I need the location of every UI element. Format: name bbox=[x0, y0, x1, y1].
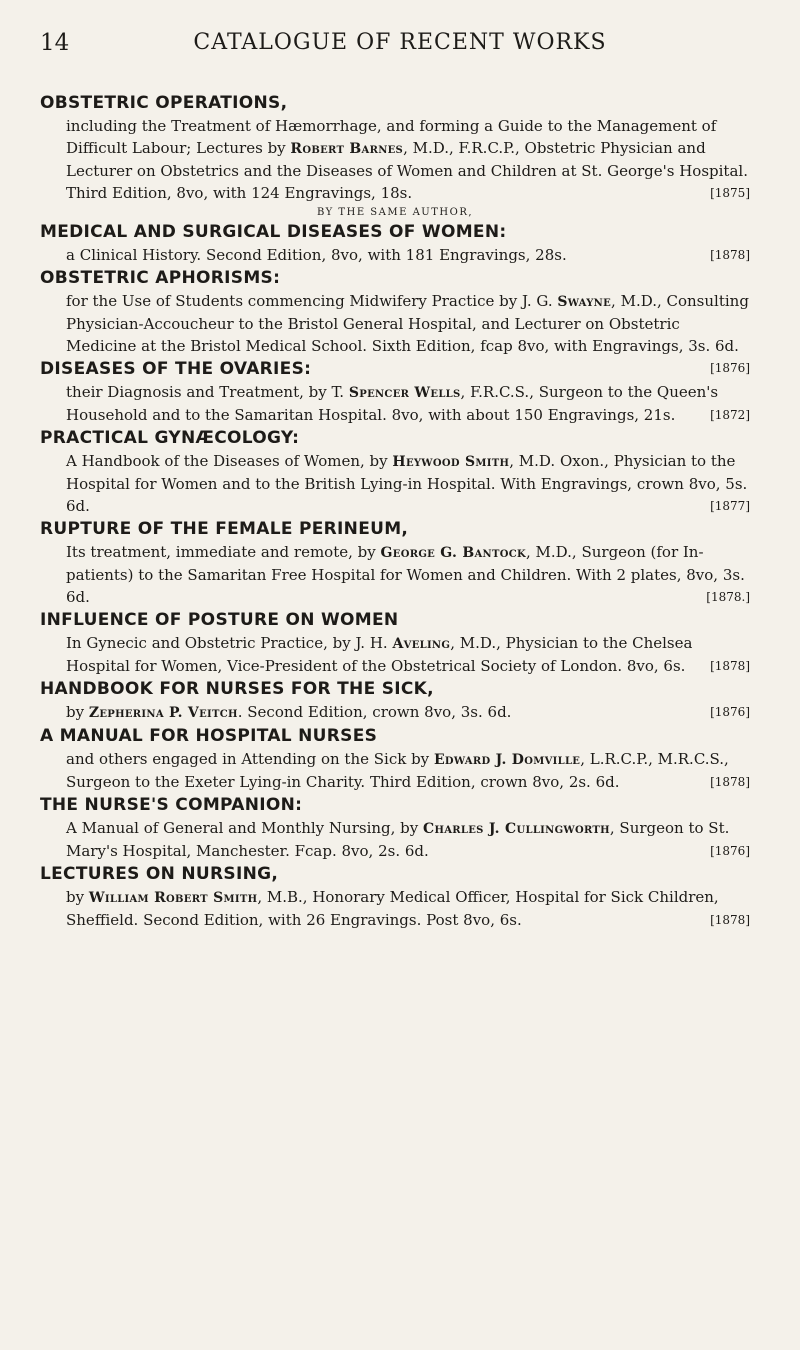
entry-year: [1877] bbox=[710, 499, 750, 513]
entry-author: Edward J. Domville bbox=[433, 752, 581, 768]
entry-year: [1876] bbox=[710, 361, 750, 375]
catalogue-entry bbox=[40, 357, 750, 426]
entry-title: OBSTETRIC APHORISMS: bbox=[40, 268, 281, 288]
entry-author: Aveling bbox=[392, 636, 451, 652]
catalogue-entry bbox=[40, 206, 750, 266]
entry-text: for the Use of Students commencing Midwifery Practice by J. G. bbox=[66, 292, 553, 310]
entry-text: In Gynecic and Obstetric Practice, by J. H. bbox=[66, 634, 388, 652]
entry-title: OBSTETRIC OPERATIONS, bbox=[40, 93, 288, 113]
entry-title: LECTURES ON NURSING, bbox=[40, 864, 279, 884]
entry-year: [1878] bbox=[710, 659, 750, 673]
catalogue-entry bbox=[40, 608, 750, 677]
entry-author: George G. Bantock bbox=[380, 545, 526, 561]
entry-year: [1872] bbox=[710, 408, 750, 422]
entry-text-continued: , L.R.C.P., M.R.C.S., Surgeon to the Exeter Lying-in Charity. Third Edition, crown 8vo, 2s. 6d. bbox=[66, 750, 729, 791]
entry-author: Swayne bbox=[557, 294, 612, 310]
entry-text-continued: , M.D., Consulting Physician-Accoucheur to the Bristol General Hospital, and Lecturer on Obstetric Medicine at the Bristol Medical School. Sixth Edition, fcap 8vo, with Engravings, 3s. 6d. bbox=[66, 292, 749, 355]
entry-title: DISEASES OF THE OVARIES: bbox=[40, 359, 312, 379]
page-header bbox=[40, 30, 760, 64]
entry-text: by bbox=[66, 888, 85, 906]
entry-text: A Handbook of the Diseases of Women, by bbox=[66, 452, 388, 470]
entry-year: [1876] bbox=[710, 844, 750, 858]
entry-text: and others engaged in Attending on the Sick by bbox=[66, 750, 430, 768]
entry-byline: BY THE SAME AUTHOR, bbox=[316, 207, 474, 218]
entry-description bbox=[40, 115, 750, 204]
entry-author: Robert Barnes bbox=[290, 141, 404, 157]
entry-text-continued: , M.D., F.R.C.P., Obstetric Physician and Lecturer on Obstetrics and the Diseases of Women and Children at St. George's Hospital. Third Edition, 8vo, with 124 Engravings, 18s. bbox=[66, 139, 748, 202]
entry-author: Zepherina P. Veitch bbox=[88, 705, 238, 721]
entry-description bbox=[40, 381, 750, 426]
entry-year: [1876] bbox=[710, 705, 750, 719]
entry-title: HANDBOOK FOR NURSES FOR THE SICK, bbox=[40, 679, 434, 699]
catalogue-entry bbox=[40, 793, 750, 862]
catalogue-entry bbox=[40, 426, 750, 517]
entry-author: William Robert Smith bbox=[88, 890, 258, 906]
entry-text: Its treatment, immediate and remote, by bbox=[66, 543, 376, 561]
entry-text-continued: , M.D., Surgeon (for In-patients) to the Samaritan Free Hospital for Women and Children. With 2 plates, 8vo, 3s. 6d. bbox=[66, 543, 745, 606]
catalogue-entries bbox=[40, 91, 750, 931]
entry-year: [1878.] bbox=[706, 590, 750, 604]
entry-text-continued: , F.R.C.S., Surgeon to the Queen's Household and to the Samaritan Hospital. 8vo, with about 150 Engravings, 21s. bbox=[66, 383, 719, 424]
entry-text: their Diagnosis and Treatment, by T. bbox=[66, 383, 345, 401]
entry-description bbox=[40, 817, 750, 862]
entry-title: THE NURSE'S COMPANION: bbox=[40, 795, 303, 815]
entry-author: Spencer Wells bbox=[348, 385, 461, 401]
entry-text-continued: , Surgeon to St. Mary's Hospital, Manchester. Fcap. 8vo, 2s. 6d. bbox=[66, 819, 730, 860]
catalogue-entry bbox=[40, 517, 750, 608]
entry-description bbox=[40, 886, 750, 931]
entry-author: Heywood Smith bbox=[392, 454, 510, 470]
entry-text: a Clinical History. Second Edition, 8vo, with 181 Engravings, 28s. bbox=[66, 246, 567, 264]
entry-title: INFLUENCE OF POSTURE ON WOMEN bbox=[40, 610, 399, 630]
page-number: 14 bbox=[40, 30, 70, 56]
entry-year: [1878] bbox=[710, 775, 750, 789]
entry-description bbox=[40, 632, 750, 677]
catalogue-entry bbox=[40, 91, 750, 204]
entry-title: MEDICAL AND SURGICAL DISEASES OF WOMEN: bbox=[40, 222, 507, 242]
entry-description bbox=[40, 541, 750, 608]
entry-description bbox=[40, 701, 750, 724]
entry-text-continued: , M.B., Honorary Medical Officer, Hospital for Sick Children, Sheffield. Second Edition, with 26 Engravings. Post 8vo, 6s. bbox=[66, 888, 719, 929]
catalogue-entry bbox=[40, 862, 750, 931]
entry-title: PRACTICAL GYNÆCOLOGY: bbox=[40, 428, 300, 448]
entry-description bbox=[40, 244, 750, 266]
entry-text-continued: , M.D. Oxon., Physician to the Hospital for Women and to the British Lying-in Hospital. With Engravings, crown 8vo, 5s. 6d. bbox=[66, 452, 748, 515]
catalogue-entry bbox=[40, 724, 750, 793]
entry-text-continued: , M.D., Physician to the Chelsea Hospital for Women, Vice-President of the Obstetrical Society of London. 8vo, 6s. bbox=[66, 634, 693, 675]
entry-title: RUPTURE OF THE FEMALE PERINEUM, bbox=[40, 519, 409, 539]
entry-description bbox=[40, 450, 750, 517]
entry-text: including the Treatment of Hæmorrhage, and forming a Guide to the Management of Difficult Labour; Lectures by bbox=[66, 117, 717, 157]
running-title: CATALOGUE OF RECENT WORKS bbox=[193, 30, 607, 55]
entry-year: [1878] bbox=[710, 248, 750, 262]
entry-text: A Manual of General and Monthly Nursing, by bbox=[66, 819, 419, 837]
entry-author: Charles J. Cullingworth bbox=[423, 821, 610, 837]
entry-text-continued: . Second Edition, crown 8vo, 3s. 6d. bbox=[237, 703, 512, 721]
entry-year: [1878] bbox=[710, 913, 750, 927]
entry-year: [1875] bbox=[710, 186, 750, 200]
catalogue-entry bbox=[40, 677, 750, 724]
entry-text: by bbox=[66, 703, 85, 721]
entry-title: A MANUAL FOR HOSPITAL NURSES bbox=[40, 726, 378, 746]
entry-description bbox=[40, 748, 750, 793]
